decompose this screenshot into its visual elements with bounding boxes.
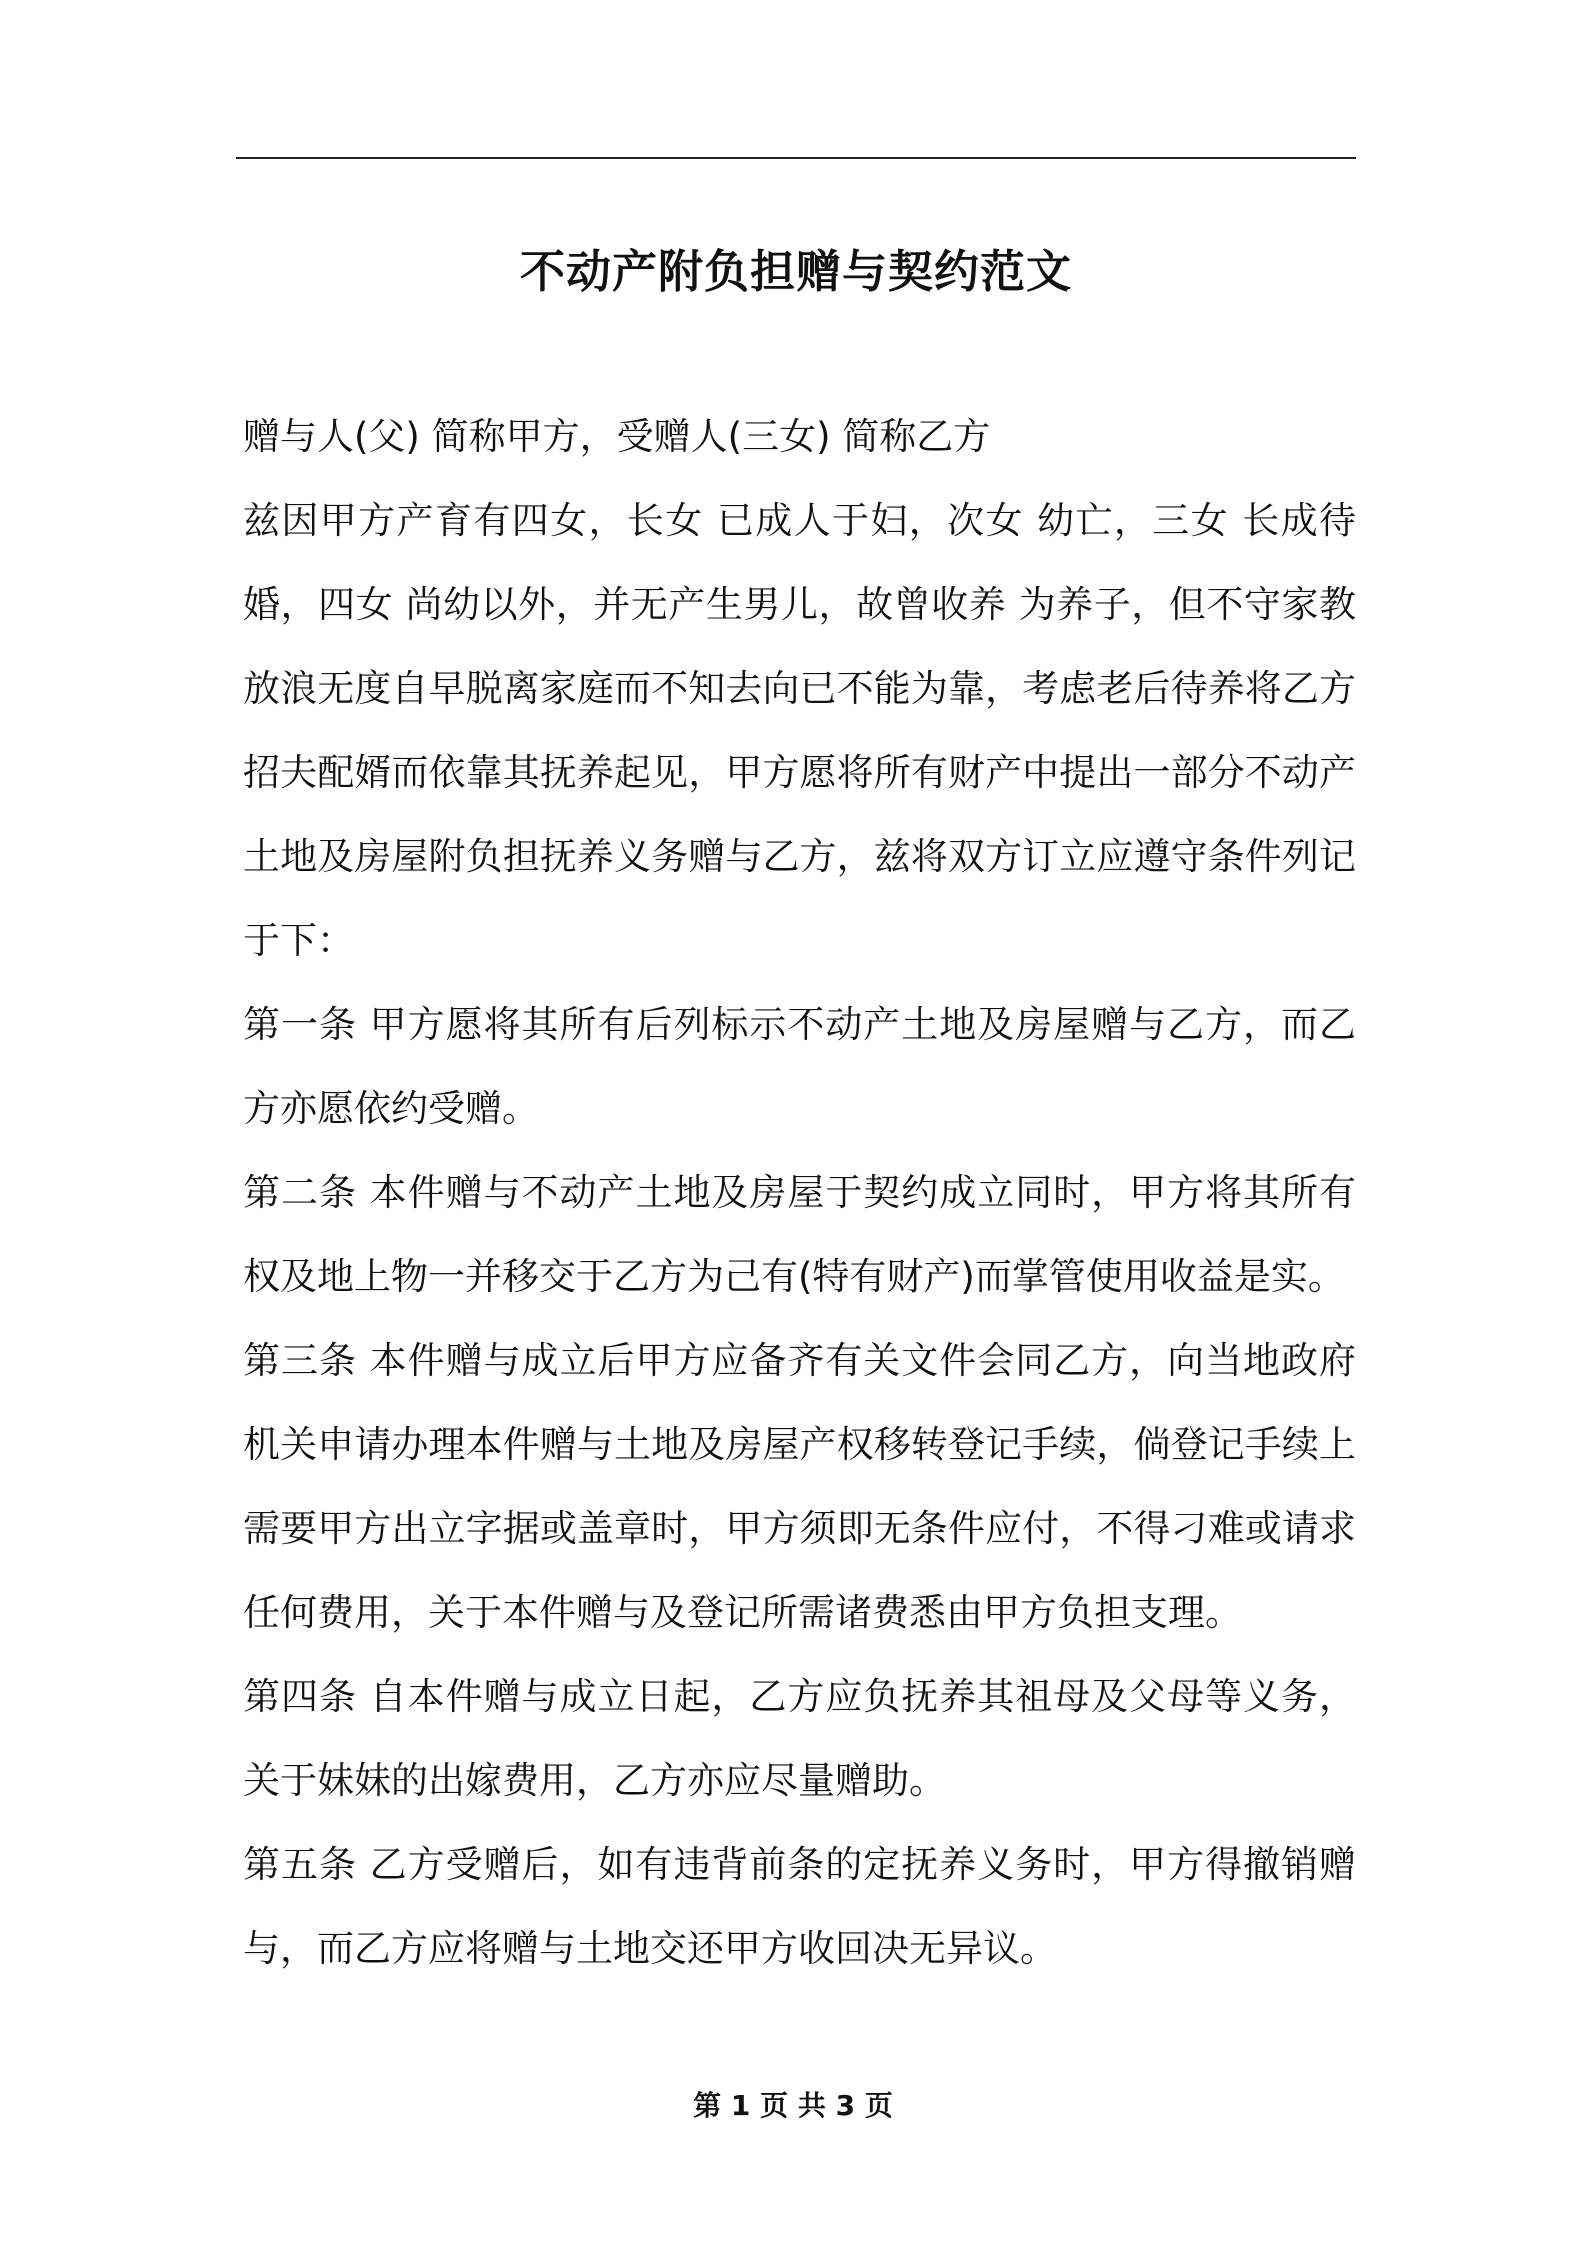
header-rule bbox=[236, 157, 1356, 159]
text-line: 第五条 乙方受赠后，如有违背前条的定抚养义务时，甲方得撤销赠 bbox=[243, 1843, 1356, 1886]
document-title: 不动产附负担赠与契约范文 bbox=[519, 245, 1072, 299]
page-number-footer: 第 1 页 共 3 页 bbox=[693, 2089, 893, 2122]
paragraph-article-2 bbox=[243, 1151, 1356, 1319]
text-line: 第二条 本件赠与不动产土地及房屋于契约成立同时，甲方将其所有 bbox=[243, 1171, 1356, 1214]
paragraph-article-1 bbox=[243, 983, 1356, 1151]
text-line: 兹因甲方产育有四女，长女 已成人于妇，次女 幼亡，三女 长成待 bbox=[243, 499, 1356, 542]
paragraph-article-4 bbox=[243, 1655, 1356, 1823]
text-line: 于下： bbox=[243, 919, 354, 962]
text-line: 婚，四女 尚幼以外，并无产生男儿，故曾收养 为养子，但不守家教 bbox=[243, 583, 1356, 626]
paragraph-article-5 bbox=[243, 1823, 1356, 1991]
text-line: 赠与人(父) 简称甲方，受赠人(三女) 简称乙方 bbox=[243, 415, 991, 458]
paragraph-article-3 bbox=[243, 1319, 1356, 1655]
text-line: 土地及房屋附负担抚养义务赠与乙方，兹将双方订立应遵守条件列记 bbox=[243, 835, 1356, 878]
text-line: 需要甲方出立字据或盖章时，甲方须即无条件应付，不得刁难或请求 bbox=[243, 1507, 1356, 1550]
text-line: 第三条 本件赠与成立后甲方应备齐有关文件会同乙方，向当地政府 bbox=[243, 1339, 1356, 1382]
text-line: 机关申请办理本件赠与土地及房屋产权移转登记手续，倘登记手续上 bbox=[243, 1423, 1356, 1466]
paragraph-parties bbox=[243, 395, 1356, 479]
text-line: 权及地上物一并移交于乙方为己有(特有财产)而掌管使用收益是实。 bbox=[243, 1255, 1345, 1298]
text-line: 第一条 甲方愿将其所有后列标示不动产土地及房屋赠与乙方，而乙 bbox=[243, 1003, 1356, 1046]
text-line: 任何费用，关于本件赠与及登记所需诸费悉由甲方负担支理。 bbox=[243, 1591, 1242, 1634]
text-line: 招夫配婿而依靠其抚养起见，甲方愿将所有财产中提出一部分不动产 bbox=[243, 751, 1356, 794]
text-line: 第四条 自本件赠与成立日起，乙方应负抚养其祖母及父母等义务， bbox=[243, 1675, 1356, 1718]
paragraph-preamble bbox=[243, 479, 1356, 983]
text-line: 与，而乙方应将赠与土地交还甲方收回决无异议。 bbox=[243, 1927, 1057, 1970]
text-line: 关于妹妹的出嫁费用，乙方亦应尽量赠助。 bbox=[243, 1759, 946, 1802]
document-body bbox=[243, 395, 1356, 1991]
text-line: 放浪无度自早脱离家庭而不知去向已不能为靠，考虑老后待养将乙方 bbox=[243, 667, 1356, 710]
text-line: 方亦愿依约受赠。 bbox=[243, 1087, 539, 1130]
